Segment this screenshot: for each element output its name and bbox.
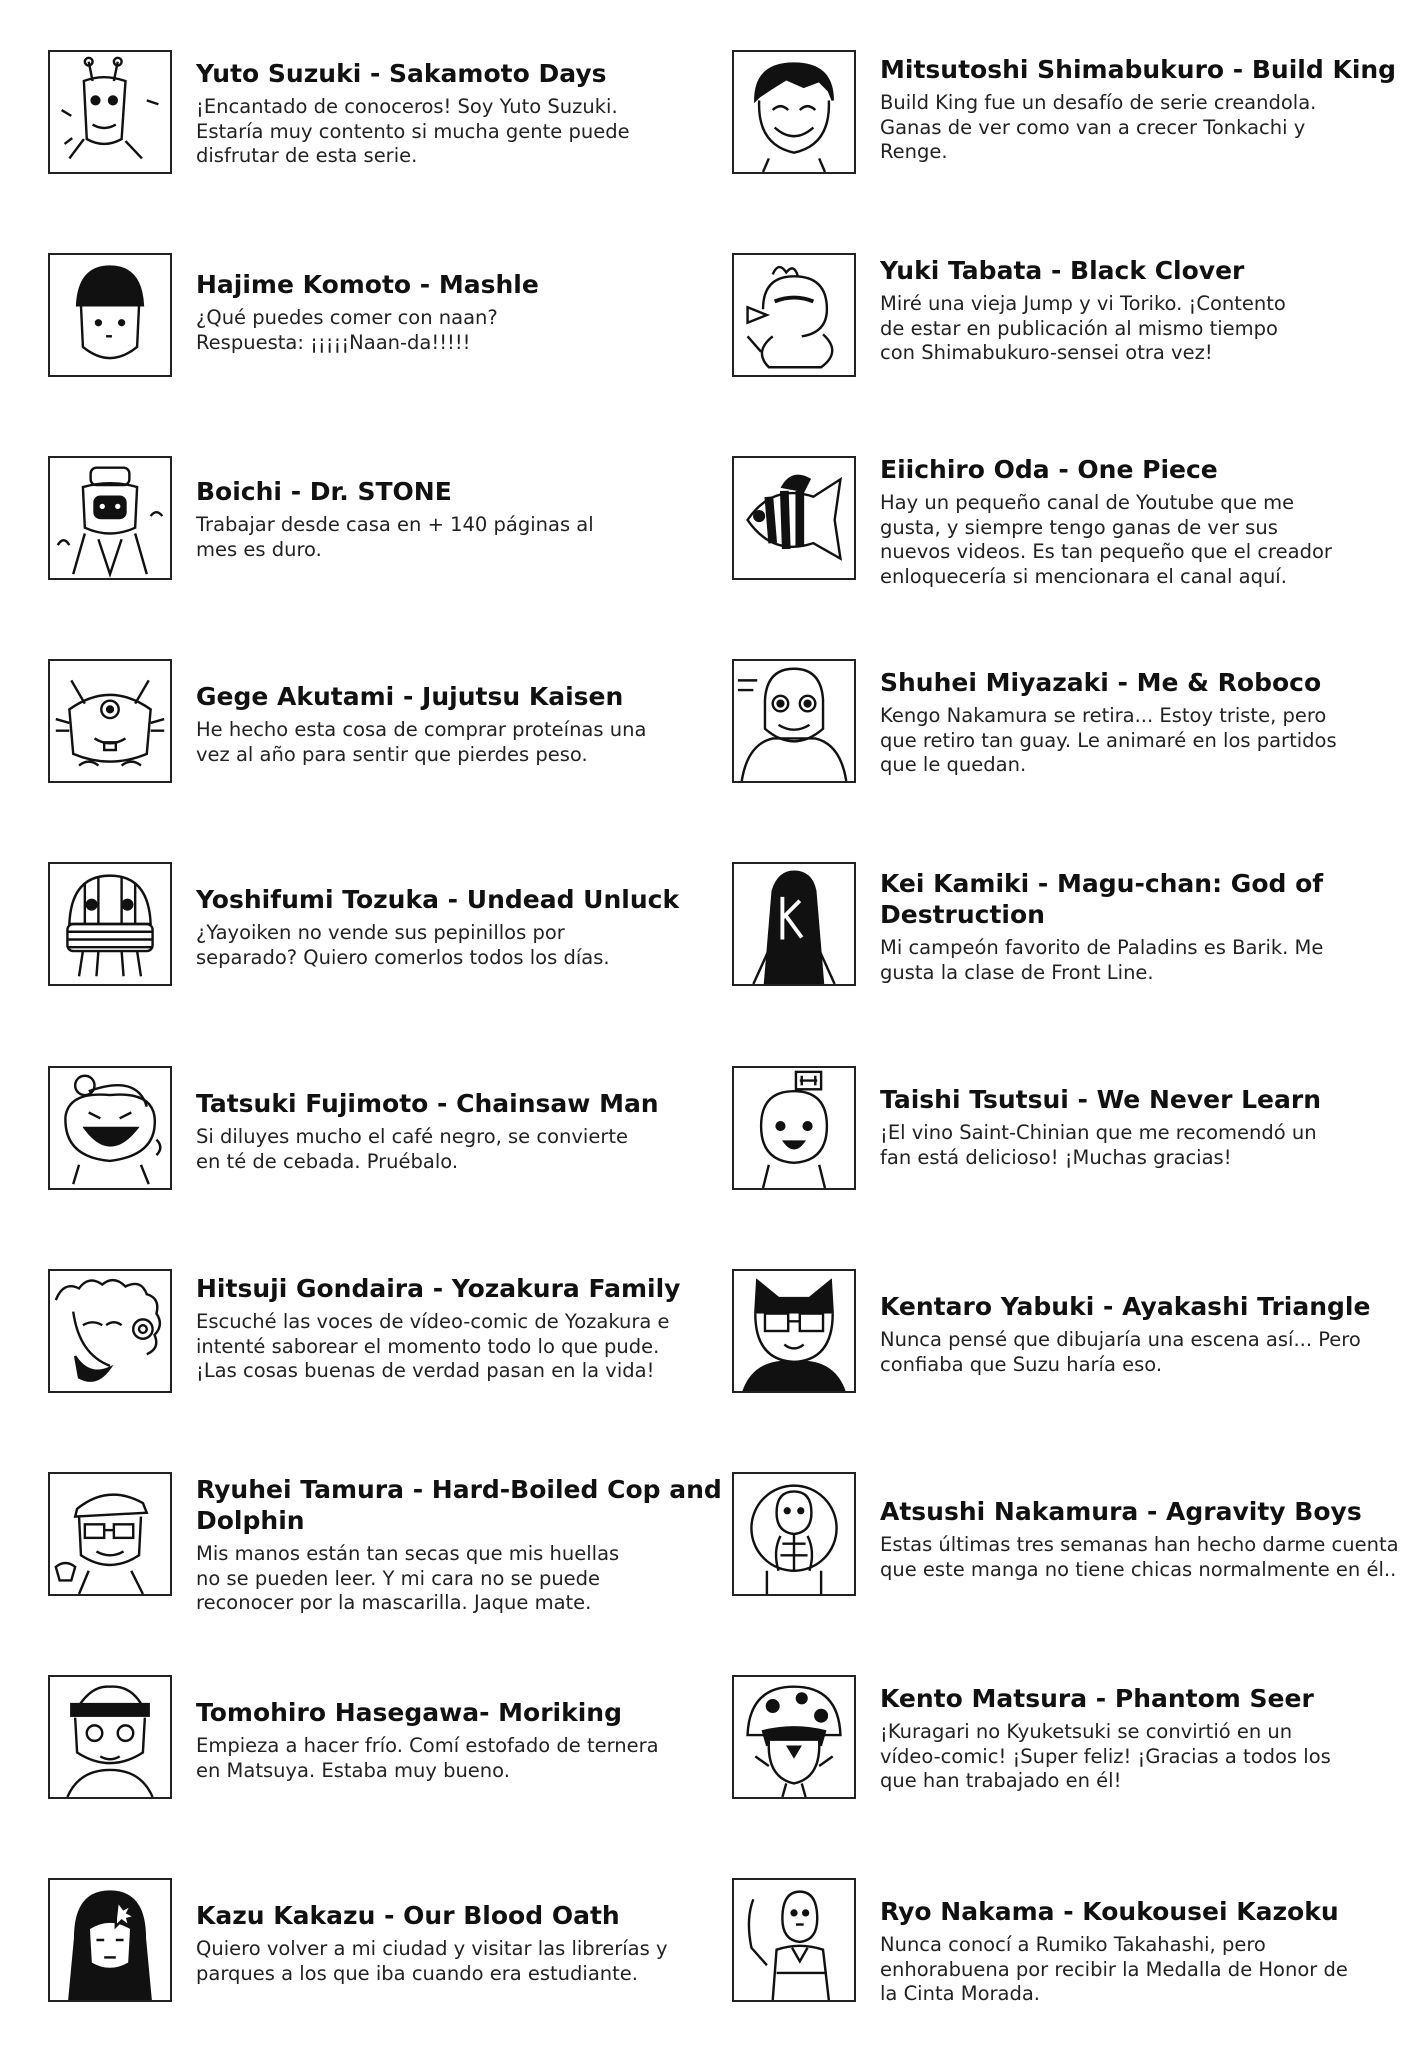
author-name: Tomohiro Hasegawa- Moriking	[196, 1698, 622, 1727]
author-entry	[48, 659, 728, 799]
author-message: Escuché las voces de vídeo-comic de Yozakura e intenté saborear el momento todo lo que pude. ¡Las cosas buenas de verdad pasan en la vida!	[196, 1310, 670, 1382]
masked-character-avatar	[48, 456, 172, 580]
author-name: Kentaro Yabuki - Ayakashi Triangle	[880, 1292, 1371, 1321]
author-entry	[48, 456, 728, 596]
hooded-girl-avatar	[48, 1878, 172, 2002]
author-entry	[732, 659, 1412, 799]
author-message: Build King fue un desafío de serie creandola. Ganas de ver como van a crecer Tonkachi y Renge.	[880, 91, 1317, 163]
mushroom-bird-avatar	[732, 1675, 856, 1799]
author-message: ¡Encantado de conoceros! Soy Yuto Suzuki. Estaría muy contento si mucha gente puede disfrutar de esta serie.	[196, 95, 630, 167]
author-name: Hajime Komoto - Mashle	[196, 270, 539, 299]
author-message: Nunca conocí a Rumiko Takahashi, pero enhorabuena por recibir la Medalla de Honor de la Cinta Morada.	[880, 1933, 1348, 2005]
author-entry	[732, 253, 1412, 393]
author-message: Nunca pensé que dibujaría una escena así... Pero confiaba que Suzu haría eso.	[880, 1328, 1361, 1376]
author-name: Boichi - Dr. STONE	[196, 477, 452, 506]
duck-avatar	[732, 253, 856, 377]
giraffe-avatar	[48, 50, 172, 174]
author-entry	[732, 1269, 1412, 1409]
author-message: Mis manos están tan secas que mis huellas no se pueden leer. Y mi cara no se puede reconocer por la mascarilla. Jaque mate.	[196, 1542, 620, 1614]
author-entry	[732, 1472, 1412, 1612]
sheep-avatar	[48, 1269, 172, 1393]
author-message: Mi campeón favorito de Paladins es Barik. Me gusta la clase de Front Line.	[880, 936, 1324, 984]
author-name: Kei Kamiki - Magu-chan: God of Destruction	[880, 869, 1324, 929]
author-entry	[48, 253, 728, 393]
author-message: ¿Qué puedes comer con naan? Respuesta: ¡¡¡¡¡Naan-da!!!!!	[196, 306, 498, 354]
author-name: Eiichiro Oda - One Piece	[880, 455, 1218, 484]
author-name: Yuki Tabata - Black Clover	[880, 256, 1245, 285]
author-entry	[48, 862, 728, 1002]
author-message: ¡El vino Saint-Chinian que me recomendó un fan está delicioso! ¡Muchas gracias!	[880, 1121, 1317, 1169]
author-entry	[732, 862, 1412, 1002]
author-message: Quiero volver a mi ciudad y visitar las librerías y parques a los que iba cuando era estudiante.	[196, 1937, 668, 1985]
author-name: Kazu Kakazu - Our Blood Oath	[196, 1901, 620, 1930]
author-name: Hitsuji Gondaira - Yozakura Family	[196, 1274, 681, 1303]
cap-and-glasses-avatar	[48, 1472, 172, 1596]
author-entry	[48, 1472, 728, 1612]
author-entry	[732, 50, 1412, 190]
author-entry	[732, 1675, 1412, 1815]
author-name: Yoshifumi Tozuka - Undead Unluck	[196, 885, 680, 914]
author-name: Gege Akutami - Jujutsu Kaisen	[196, 682, 624, 711]
robot-creature-avatar	[48, 862, 172, 986]
author-entry	[48, 50, 728, 190]
frog-creature-avatar	[48, 1066, 172, 1190]
author-name: Atsushi Nakamura - Agravity Boys	[880, 1497, 1362, 1526]
waving-figure-avatar	[732, 1878, 856, 2002]
author-entry	[732, 1066, 1412, 1206]
author-message: Kengo Nakamura se retira... Estoy triste, pero que retiro tan guay. Le animaré en los partidos que le quedan.	[880, 704, 1337, 776]
author-message: Hay un pequeño canal de Youtube que me gusta, y siempre tengo ganas de ver sus nuevos videos. Es tan pequeño que el creador enloquecería si mencionara el canal aquí.	[880, 491, 1332, 588]
author-message: ¿Yayoiken no vende sus pepinillos por separado? Quiero comerlos todos los días.	[196, 921, 610, 969]
author-name: Shuhei Miyazaki - Me & Roboco	[880, 668, 1322, 697]
author-name: Kento Matsura - Phantom Seer	[880, 1684, 1314, 1713]
author-name: Tatsuki Fujimoto - Chainsaw Man	[196, 1089, 659, 1118]
author-name: Yuto Suzuki - Sakamoto Days	[196, 59, 607, 88]
round-face-boy-avatar	[732, 1066, 856, 1190]
author-entry	[732, 1878, 1412, 2018]
striped-fish-avatar	[732, 456, 856, 580]
astronaut-avatar	[732, 1472, 856, 1596]
author-name: Ryuhei Tamura - Hard-Boiled Cop and Dolphin	[196, 1475, 722, 1535]
author-name: Mitsutoshi Shimabukuro - Build King	[880, 55, 1397, 84]
author-entry	[732, 456, 1412, 596]
bald-man-avatar	[732, 659, 856, 783]
author-message: ¡Kuragari no Kyuketsuki se convirtió en un vídeo-comic! ¡Super feliz! ¡Gracias a todos los que han trabajado en él!	[880, 1720, 1331, 1792]
author-name: Taishi Tsutsui - We Never Learn	[880, 1085, 1322, 1114]
author-message: Empieza a hacer frío. Comí estofado de ternera en Matsuya. Estaba muy bueno.	[196, 1734, 659, 1782]
author-message: Si diluyes mucho el café negro, se convierte en té de cebada. Pruébalo.	[196, 1125, 628, 1173]
long-hair-figure-avatar	[732, 862, 856, 986]
author-name: Ryo Nakama - Koukousei Kazoku	[880, 1897, 1339, 1926]
author-message: Estas últimas tres semanas han hecho darme cuenta que este manga no tiene chicas normalmente en él..	[880, 1533, 1399, 1581]
author-entry	[48, 1878, 728, 2018]
cat-creature-avatar	[48, 659, 172, 783]
author-entry	[48, 1675, 728, 1815]
smiling-boy-avatar	[732, 50, 856, 174]
cat-with-glasses-avatar	[732, 1269, 856, 1393]
bowl-cut-head-avatar	[48, 253, 172, 377]
author-message: He hecho esta cosa de comprar proteínas una vez al año para sentir que pierdes peso.	[196, 718, 647, 766]
author-message: Trabajar desde casa en + 140 páginas al mes es duro.	[196, 513, 594, 561]
author-message: Miré una vieja Jump y vi Toriko. ¡Contento de estar en publicación al mismo tiempo con Shimabukuro-sensei otra vez!	[880, 292, 1286, 364]
author-entry	[48, 1269, 728, 1409]
author-entry	[48, 1066, 728, 1206]
headband-boy-avatar	[48, 1675, 172, 1799]
